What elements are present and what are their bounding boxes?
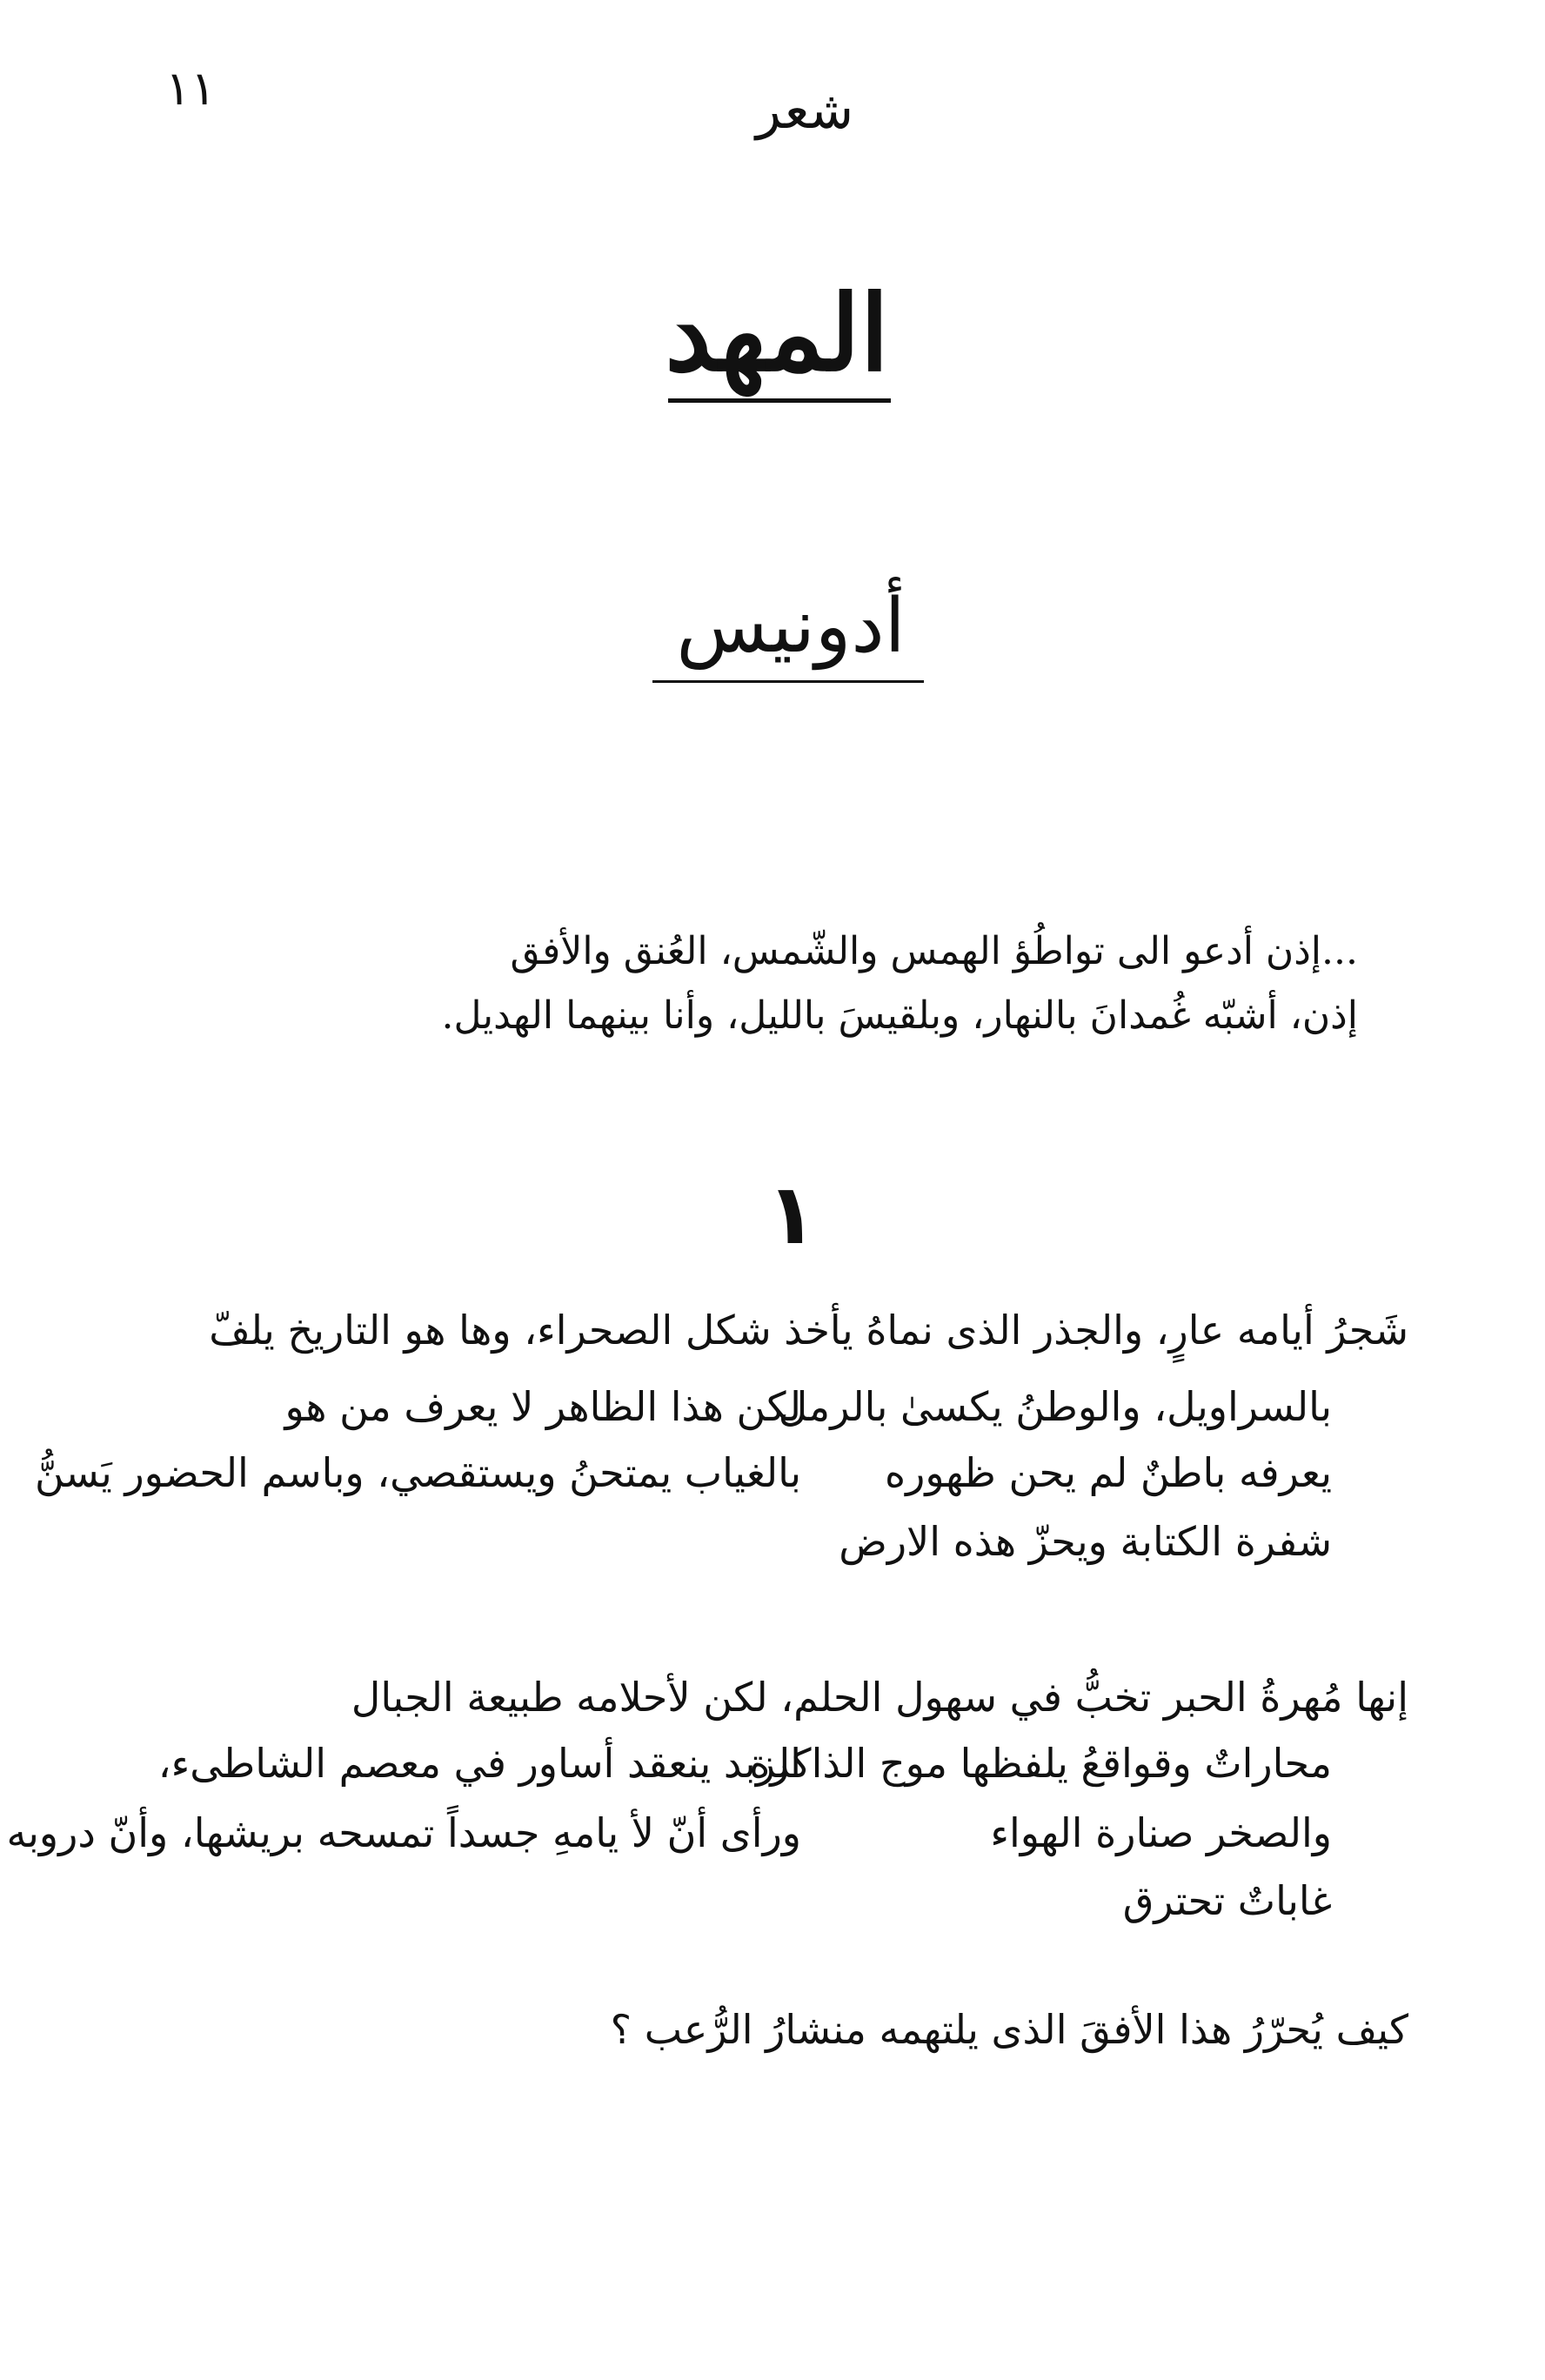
page-number: ١١: [165, 61, 217, 116]
poem-line: شَجرُ أيامه عارٍ، والجذر الذى نماهُ يأخذ شكل الصحراء، وها هو التاريخ يلفّ: [209, 1307, 1408, 1354]
epigraph-line: إذن، أشبّه غُمدانَ بالنهار، وبلقيسَ بالليل، وأنا بينهما الهديل.: [441, 993, 1358, 1038]
poem-line: الزبد ينعقد أساور في معصم الشاطىء،: [157, 1740, 801, 1787]
poem-line: بالغياب يمتحنُ ويستقصي، وباسم الحضور يَسنُّ: [34, 1449, 801, 1496]
poem-line: ورأى أنّ لأ يامهِ جسداً تمسحه بريشها، وأنّ دروبه: [6, 1809, 801, 1856]
poem-line: بالسراويل، والوطنُ يكسىٰ بالرمل: [778, 1383, 1332, 1430]
stanza-number: ١: [766, 1166, 818, 1263]
epigraph-line: ...إذن أدعو الى تواطُؤ الهمس والشّمس، العُنق والأفق: [510, 929, 1358, 973]
title-underline: [668, 398, 891, 403]
author-underline: [652, 680, 924, 683]
poem-line: غاباتٌ تحترق: [1122, 1877, 1332, 1924]
poem-line: محاراتٌ وقواقعُ يلفظها موج الذاكرة: [749, 1740, 1332, 1787]
section-label: شعر: [755, 80, 854, 141]
author-name: أدونيس: [676, 583, 906, 670]
poem-title: المهد: [665, 272, 889, 395]
poem-line: يعرفه باطنٌ لم يحن ظهوره: [885, 1449, 1332, 1496]
poem-line: إنها مُهرةُ الحبر تخبُّ في سهول الحلم، لكن لأحلامه طبيعة الجبال: [351, 1674, 1408, 1721]
poem-line: لكن هذا الظاهر لا يعرف من هو: [284, 1383, 801, 1430]
closing-line: كيف يُحرّرُ هذا الأفقَ الذى يلتهمه منشارُ الرُّعب ؟: [610, 2006, 1408, 2053]
poem-line: والصخر صنارة الهواء: [990, 1809, 1332, 1856]
poem-line: شفرة الكتابة ويحزّ هذه الارض: [839, 1518, 1332, 1565]
